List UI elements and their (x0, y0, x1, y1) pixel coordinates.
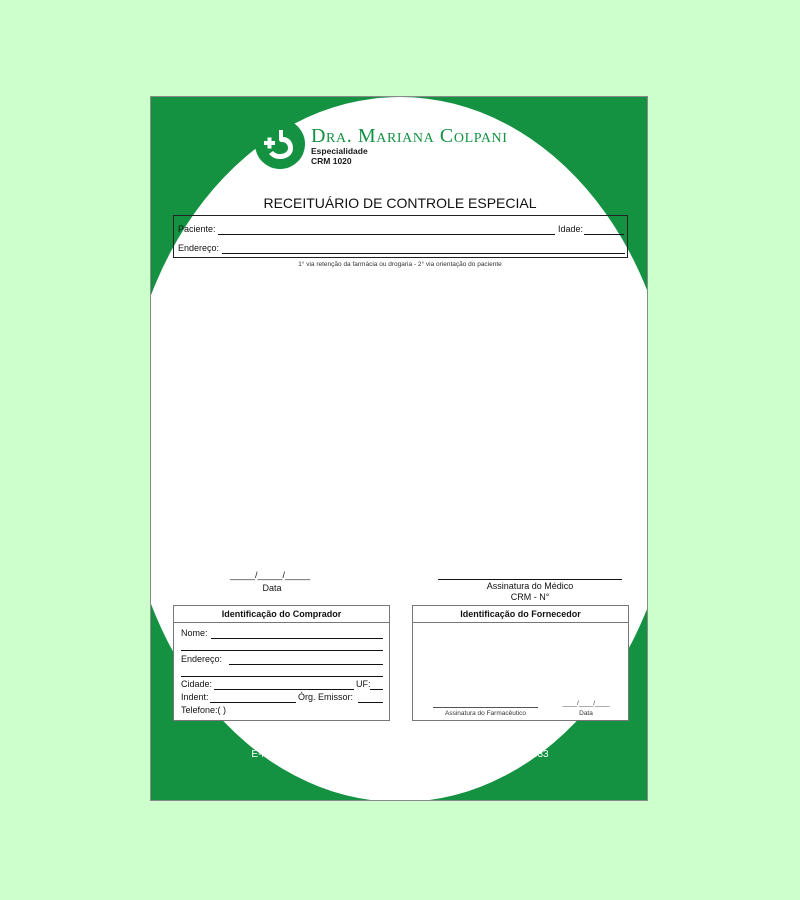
buyer-issuer-field[interactable] (358, 702, 383, 703)
doctor-signature-line[interactable] (438, 579, 622, 580)
pharmacist-signature-line[interactable] (433, 707, 538, 708)
patient-address-field[interactable] (222, 253, 625, 254)
buyer-uf-label: UF: (356, 679, 371, 689)
date-blank[interactable]: _____/_____/_____ (230, 570, 311, 580)
stomach-cross-icon (255, 119, 305, 169)
doctor-specialty: Especialidade (311, 146, 368, 156)
prescription-body[interactable] (173, 275, 628, 565)
doctor-crm: CRM 1020 (311, 156, 352, 166)
patient-name-label: Paciente: (178, 224, 216, 234)
supplier-section-title: Identificação do Fornecedor (413, 606, 628, 623)
buyer-address-label: Endereço: (181, 654, 223, 664)
buyer-uf-field[interactable] (370, 689, 383, 690)
buyer-phone-label[interactable]: Telefone:( ) (181, 705, 227, 715)
patient-age-label: Idade: (558, 224, 584, 234)
prescription-sheet (150, 96, 648, 801)
doctor-signature-label: Assinatura do Médico (486, 581, 574, 591)
buyer-address-field-2[interactable] (181, 676, 383, 677)
patient-address-label: Endereço: (178, 243, 220, 253)
via-note: 1° via retenção da farmácia ou drogaria - 2° via orientação do paciente (298, 261, 502, 268)
buyer-section (173, 605, 390, 721)
supplier-date-label: Data (579, 710, 593, 717)
patient-box (173, 215, 628, 258)
supplier-section (412, 605, 629, 721)
buyer-issuer-label: Órg. Emissor: (298, 692, 354, 702)
supplier-date-blank[interactable]: ____/____/____ (562, 700, 610, 707)
buyer-city-label: Cidade: (181, 679, 213, 689)
buyer-name-field-2[interactable] (181, 650, 383, 651)
buyer-ident-label: Indent: (181, 692, 209, 702)
buyer-address-field[interactable] (229, 664, 383, 665)
doctor-name: Dra. Mariana Colpani (311, 125, 508, 147)
patient-age-field[interactable] (584, 234, 624, 235)
pharmacist-signature-label: Assinatura do Farmacêutico (445, 710, 526, 717)
footer-contact: E-mail: marianacolpani@abcdef.com.br / Telefone (11) 22222-3333 (251, 749, 549, 760)
footer-website[interactable]: www.abcdef.com.br (356, 762, 444, 773)
document-title: RECEITUÁRIO DE CONTROLE ESPECIAL (263, 195, 537, 211)
footer-address: Rua Dr. Abcd, 1234 -Centro - São Paulo SP - 00001-234 (274, 736, 526, 747)
patient-name-field[interactable] (218, 234, 555, 235)
buyer-name-field[interactable] (211, 638, 383, 639)
crm-number-label: CRM - N° (510, 592, 550, 602)
buyer-ident-field[interactable] (210, 702, 296, 703)
buyer-section-title: Identificação do Comprador (174, 606, 389, 623)
buyer-city-field[interactable] (214, 689, 354, 690)
buyer-name-label: Nome: (181, 628, 208, 638)
date-label: Data (262, 583, 282, 593)
